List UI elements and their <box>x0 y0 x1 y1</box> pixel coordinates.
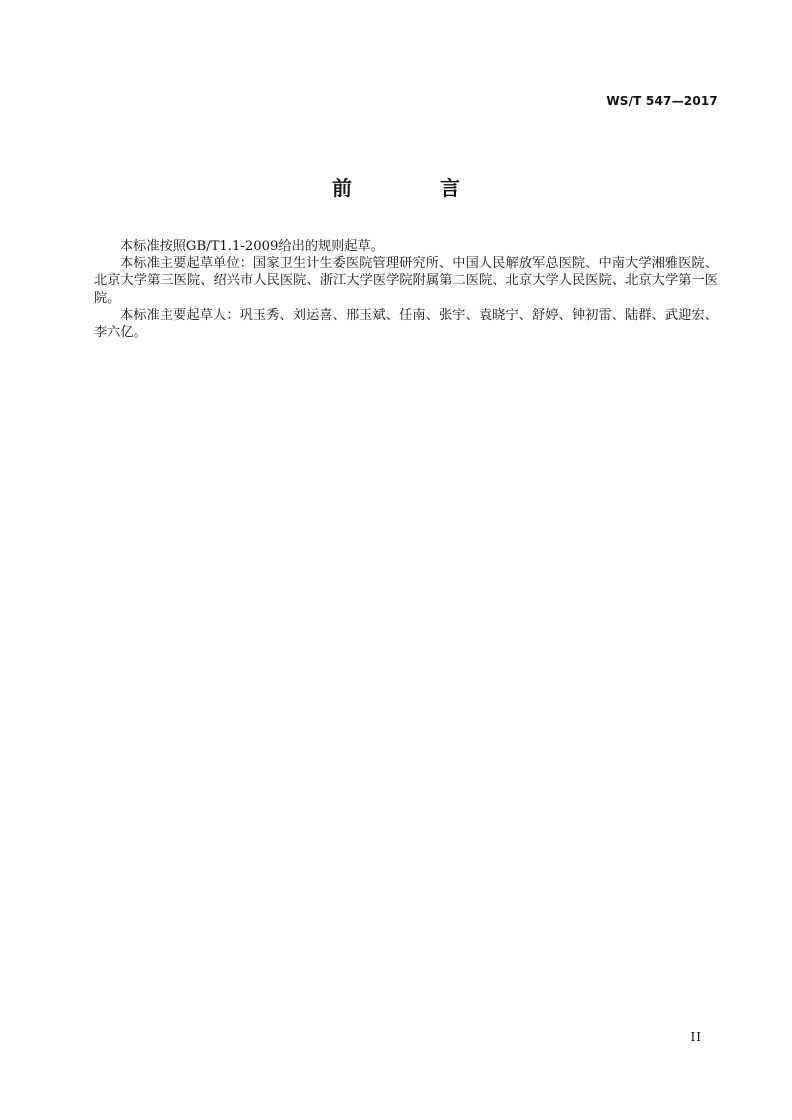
paragraph-drafting-rules: 本标准按照GB/T1.1-2009给出的规则起草。 <box>120 239 384 254</box>
foreword-body <box>94 238 718 341</box>
page-number: II <box>690 1030 702 1044</box>
paragraph-drafting-units: 本标准主要起草单位：国家卫生计生委医院管理研究所、中国人民解放军总医院、中南大学湘雅医院、北京大学第三医院、绍兴市人民医院、浙江大学医学院附属第二医院、北京大学人民医院、北京大学第一医院。 <box>94 256 718 306</box>
paragraph-drafters: 本标准主要起草人：巩玉秀、刘运喜、邢玉斌、任南、张宇、袁晓宁、舒婷、钟初雷、陆群、武迎宏、李六亿。 <box>94 307 718 341</box>
standard-code: WS/T 547—2017 <box>606 94 718 108</box>
page-title: 前 言 <box>332 176 494 200</box>
